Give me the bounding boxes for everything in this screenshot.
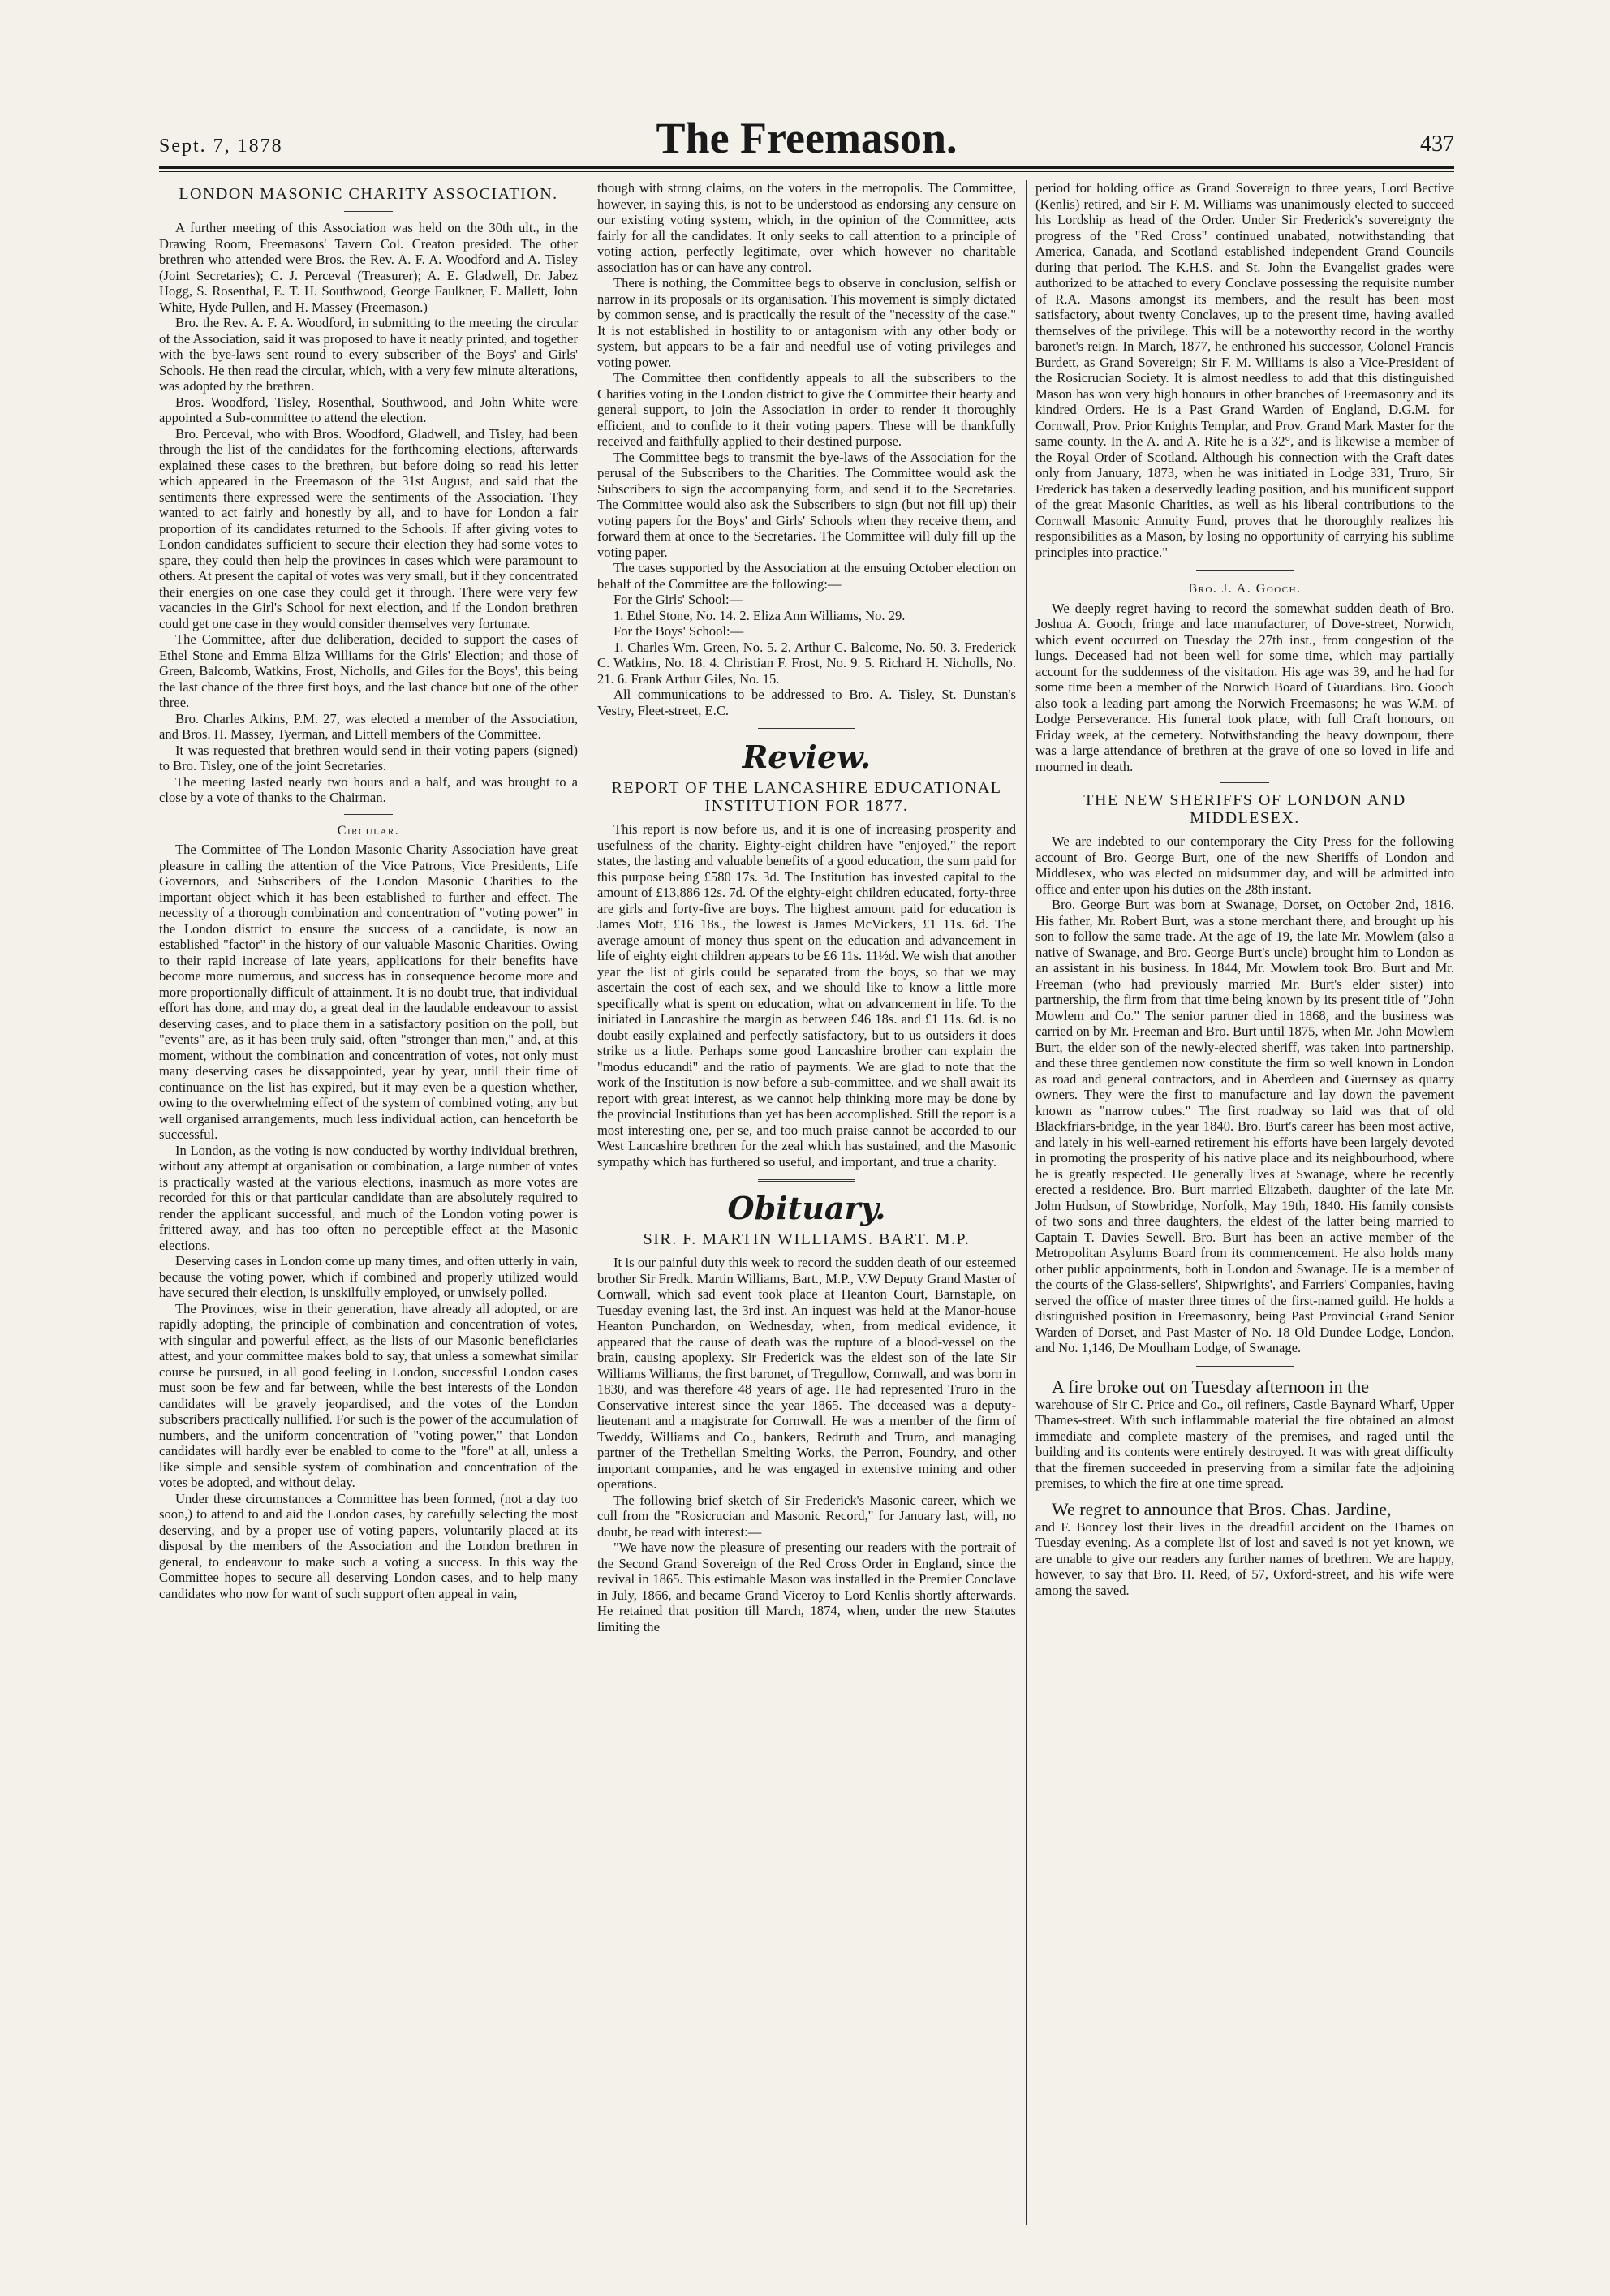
paragraph: The Committee, after due deliberation, decided to support the cases of Ethel Stone and Emma Eliza Williams for the Girls' Election; and those of Green, Balcomb, Watkins, Frost, Nicholls, and Giles for the Boys', this being the last chance of the three first boys, and the last chance but one of the other three. [159, 631, 578, 710]
obituary-heading: Obituary. [727, 1190, 886, 1226]
article-heading-gooch: Bro. J. A. Gooch. [1188, 582, 1302, 596]
paragraph: We deeply regret having to record the somewhat sudden death of Bro. Joshua A. Gooch, fringe and lace manufacturer, of Dove-street, Norwich, which event occurred on Tuesday the 27th inst., from congestion of the lungs. Deceased had not been well for some time, which may partially account for the suddenness of the visitation. His age was 39, and he had for some time been a member of the Norwich Board of Guardians. Bro. Gooch also took a leading part among the Norwich Freemasons; he was W.M. of Lodge Perseverance. His funeral took place, with full Craft honours, on Friday week, at the cemetery. Notwithstanding the heavy downpour, there was a large attendance of brethren at the grave of one so loved in life and mourned in death. [1035, 600, 1454, 774]
paragraph: For the Boys' School:— [613, 623, 744, 639]
column-3 [1035, 180, 1454, 2225]
section-rule [1196, 570, 1294, 571]
section-rule [758, 728, 855, 730]
paragraph: There is nothing, the Committee begs to observe in conclusion, selfish or narrow in its proposals or its organisation. This movement is simply dictated by common sense, and is practically the result of the "necessity of the case." It is not established in hostility to or antagonism with any other body or system, but appears to be a fair and needful use of voting privileges and voting power. [597, 275, 1016, 370]
section-rule [1196, 1366, 1294, 1368]
paragraph: Under these circumstances a Committee has been formed, (not a day too soon,) to attend to and aid the London cases, by carefully selecting the most deserving, and by a proper use of voting papers, voluntarily placed at its disposal by the members of the Association and the London brethren in general, to endeavour to make such a voting a success. In this way the Committee hopes to secure all deserving London cases, and to help many candidates who now for want of such support often appeal in vain, [159, 1490, 578, 1601]
masthead [159, 114, 1454, 162]
section-rule [1220, 782, 1269, 783]
section-rule [344, 211, 393, 212]
paragraph: The Committee begs to transmit the bye-laws of the Association for the perusal of the Subscribers to the Charities. The Committee would ask the Subscribers to sign the accompanying form, and send it to the Secretaries. The Committee would also ask the Subscribers to sign (but not fill up) their voting papers for the Boys' and Girls' Schools when they receive them, and forward them at once to the Secretaries. The Committee will duly fill up the voting paper. [597, 449, 1016, 560]
issue-date: Sept. 7, 1878 [159, 136, 283, 157]
paragraph: Bro. George Burt was born at Swanage, Dorset, on October 2nd, 1816. His father, Mr. Robert Burt, was a stone merchant there, and brought up his son to follow the same trade. At the age of 19, the late Mr. Mowlem (also a native of Swanage, and Bro. George Burt's uncle) brought him to London as an assistant in his business. In 1844, Mr. Mowlem took Bro. Burt and Mr. Freeman (who had previously married Mr. Burt's elder sister) into partnership, the firm from that time being known by its present title of "John Mowlem and Co." The senior partner died in 1868, and the business was carried on by Mr. Freeman and Bro. Burt until 1875, when Mr. John Mowlem Burt, the elder son of the newly-elected sheriff, was taken into partnership, and these three gentlemen now constitute the firm so well known in London as road and general contractors, and in Aberdeen and Guernsey as quarry owners. They were the first to manufacture and lay down the pavement known as "narrow cubes." The first roadway so laid was that of old Blackfriars-bridge, in the year 1840. Bro. Burt's career has been most active, and lately in his well-earned retirement his efforts have been largely devoted in promoting the prosperity of his native place and its neighbourhood, where he is greatly respected. He generally lives at Swanage, where he recently erected a residence. Bro. Burt married Elizabeth, daughter of the late Mr. John Hudson, of Stowbridge, Norfolk, May 19th, 1840. His family consists of two sons and three daughters, the eldest of the latter being married to Captain T. Davies Sewell. Bro. Burt has been an active member of the Metropolitan Asylums Board from its commencement. He also holds many other public appointments, both in London and Swanage. He is a member of the courts of the Glass-sellers', Shipwrights', and Farriers' Companies, having served the office of master three times of the first-named guild. He holds a distinguished position in Freemasonry, being Past Provincial Grand Senior Warden of Dorset, and Past Master of No. 18 Old Dundee Lodge, London, and No. 1,146, De Moulham Lodge, of Swanage. [1035, 897, 1454, 1355]
paragraph: All communications to be addressed to Bro. A. Tisley, St. Dunstan's Vestry, Fleet-street, E.C. [597, 687, 1016, 718]
circular-heading: Circular. [337, 823, 400, 838]
column-1 [159, 180, 578, 2225]
newspaper-title: The Freemason. [656, 114, 958, 162]
paragraph: A further meeting of this Association was held on the 30th ult., in the Drawing Room, Freemasons' Tavern Col. Creaton presided. The other brethren who attended were Bros. the Rev. A. F. A. Woodford and A. Tisley (Joint Secretaries); C. J. Perceval (Treasurer); A. E. Gladwell, Dr. Jabez Hogg, S. Rosenthal, E. T. H. Southwood, George Faulkner, E. Mallett, John White, Hyde Pullen, and H. Massey (Freemason.) [159, 220, 578, 315]
paragraph: We are indebted to our contemporary the City Press for the following account of Bro. George Burt, one of the new Sheriffs of London and Middlesex, who was elected on midsummer day, and will be admitted into office and enter upon his duties on the 28th instant. [1035, 834, 1454, 897]
paragraph: though with strong claims, on the voters in the metropolis. The Committee, however, in saying this, is not to be understood as endorsing any censure on our existing voting system, which, in the opinion of the Committee, acts fairly for all the candidates. It only seeks to call attention to a principle of voting action, perfectly legitimate, over which however no charitable association has or can have any control. [597, 180, 1016, 275]
paragraph: warehouse of Sir C. Price and Co., oil refiners, Castle Baynard Wharf, Upper Thames-street. With such inflammable material the fire obtained an almost immediate and complete mastery of the premises, and raged until the building and its contents were entirely destroyed. It was with great difficulty that the firemen succeeded in preserving from a similar fate the adjoining premises, to which the fire at one time spread. [1035, 1396, 1454, 1491]
page-number: 437 [1420, 131, 1454, 157]
paragraph: The Committee then confidently appeals to all the subscribers to the Charities voting in the London district to give the Committee their hearty and general support, to join the Association in order to render it thoroughly efficient, and to confide to it their voting papers. These will be thankfully received and faithfully applied to their destined purpose. [597, 370, 1016, 449]
paragraph: The Provinces, wise in their generation, have already all adopted, or are rapidly adopting, the principle of combination and concentration of votes, with singular and powerful effect, as the lists of our Masonic beneficiaries attest, and your committee makes bold to say, that unless a somewhat similar course be pursued, in all good feeling in London, successful London cases must soon be few and far between, while the best interests of the London candidates will be gravely jeopardised, and the votes of the London subscribers practically nullified. For such is the power of the accumulation of numbers, and the uniform concentration of "voting power," that London candidates will hardly ever be enabled to come to the "fore" at all, unless a like simple and sensible system of combination and concentration of the votes be adopted, and without delay. [159, 1300, 578, 1490]
article-heading-sir-williams: SIR. F. MARTIN WILLIAMS. BART. M.P. [643, 1230, 971, 1248]
paragraph: Bro. the Rev. A. F. A. Woodford, in submitting to the meeting the circular of the Association, said it was proposed to have it neatly printed, and together with the bye-laws sent round to every subscriber of the Boys' and Girls' Schools. He then read the circular, which, with a very few minute alterations, was adopted by the brethren. [159, 315, 578, 394]
paragraph: 1. Charles Wm. Green, No. 5. 2. Arthur C. Balcome, No. 50. 3. Frederick C. Watkins, No. 18. 4. Christian F. Frost, No. 9. 5. Richard H. Nicholls, No. 21. 6. Frank Arthur Giles, No. 15. [597, 639, 1016, 687]
paragraph: period for holding office as Grand Sovereign to three years, Lord Bective (Kenlis) retired, and Sir F. M. Williams was unanimously elected to succeed his Lordship as head of the Order. Under Sir Frederick's sovereignty the progress of the "Red Cross" continued unabated, notwithstanding that America, Canada, and Scotland established independent Grand Councils during that period. The K.H.S. and St. John the Evangelist grades were authorized to be attached to every Conclave possessing the requisite number of R.A. Masons amongst its members, and the result has been most satisfactory, about twenty Conclaves, up to the present time, having availed themselves of the privilege. This will be a noteworthy record in the worthy baronet's reign. In March, 1877, he enthroned his successor, Colonel Francis Burdett, as Grand Sovereign; Sir F. M. Williams is also a Vice-President of the Rosicrucian Society. It is almost needless to add that this distinguished Mason has won very high honours in other branches of Freemasonry and its kindred Orders. He is a Past Grand Warden of England, D.G.M. for Cornwall, Prov. Prior Knights Templar, and Prov. Grand Mark Master for the same county. In the A. and A. Rite he is a 32°, and is likewise a member of the Royal Order of Scotland. Although his connection with the Craft dates only from January, 1873, when he was initiated in Lodge 331, Truro, Sir Frederick has taken a deservedly leading position, and his munificent support of the great Masonic Charities, as well as his liberal contributions to the Cornwall Masonic Annuity Fund, proves that he thoroughly realizes his responsibilities as a Mason, by losing no opportunity of carrying his sublime principles into practice." [1035, 180, 1454, 560]
paragraph: The Committee of The London Masonic Charity Association have great pleasure in calling the attention of the Vice Patrons, Vice Presidents, Life Governors, and Subscribers of the London Masonic Charities to the important object which it has been established to further and effect. The necessity of a thorough combination and concentration of "voting power" in the London district to ensure the success of a candidate, is now an established "factor" in the history of our valuable Masonic Charities. Owing to their rapid increase of late years, applications for their benefits have become more numerous, and success has in consequence become more and more proportionally difficult of attainment. It is no doubt true, that individual effort has done, and may do, a great deal in the laudable endeavour to assist deserving cases, and to place them in a satisfactory position on the poll, but "events" are, as it has been truly said, often "stronger than men," and, at this moment, without the combination and concentration of votes, not only must many deserving cases be dissappointed, year by year, until their time of continuance on the list has expired, but it may even be a question whether, owing to the overwhelming effect of the system of combined voting, any but well organised arrangements, much less individual action, can henceforth be successful. [159, 842, 578, 1142]
review-heading: Review. [742, 739, 872, 775]
paragraph: Bro. Perceval, who with Bros. Woodford, Gladwell, and Tisley, had been through the list of the candidates for the forthcoming elections, afterwards explained these cases to the brethren, but before doing so read his letter which appeared in the Freemason of the 31st August, and said that the sentiments there expressed were the sentiments of the Association. They wanted to act fairly and honestly by all, and to have for London a fair proportion of its candidates returned to the Schools. If after giving votes to London candidates sufficient to secure their election they had some votes to spare, they could then help the provinces in cases which were paramount to others. At present the capital of votes was very small, but if they concentrated their energies on one case they could get it through. There were very few vacancies in the Girl's School for next election, and if the London brethren could get one case in they would consider themselves very fortunate. [159, 425, 578, 631]
article-heading-lancashire-report: REPORT OF THE LANCASHIRE EDUCATIONAL INSTITUTION FOR 1877. [611, 779, 1002, 815]
paragraph: "We have now the pleasure of presenting our readers with the portrait of the Second Grand Sovereign of the Red Cross Order in England, since the revival in 1865. This estimable Mason was installed in the Premier Conclave in July, 1866, and became Grand Viceroy to Lord Kenlis shortly afterwards. He retained that position till March, 1874, when, under the new Statutes limiting the [597, 1540, 1016, 1635]
paragraph: This report is now before us, and it is one of increasing prosperity and usefulness of the charity. Eighty-eight children have "enjoyed," the report states, the lasting and valuable benefits of a good education, the sum paid for this purpose being £580 17s. 3d. The Institution has invested capital to the amount of £13,886 12s. 7d. Of the eighty-eight children educated, forty-three are girls and forty-five are boys. The highest amount paid for education is James Mott, £16 18s., the lowest is James McVickers, £1 11s. 6d. The average amount of money thus spent on the education and advancement in life of eighty eight children appears to be £6 11s. 11½d. We wish that another year the list of girls could be separated from the boys, so that we may ascertain the cost of each sex, and we should like to know a little more specifically what is spent on education, what on advancement in life. To the initiated in Lancashire the margin as between £46 18s. and £1 11s. 6d. is no doubt easily explained and perfectly satisfactory, but to us outsiders it does strike us a little. Perhaps some good Lancashire brother can explain the "modus educandi" and the ratio of payments. We are glad to note that the work of the Institution is now before a sub-committee, and we shall await its report with great interest, as we cannot help thinking more may be done by the provincial Institutions than yet has been accomplished. Still the report is a most interesting one, per se, and too much praise cannot be accorded to our West Lancashire brethren for the zeal which has sustained, and the Masonic sympathy which has furthered so useful, and important, and true a charity. [597, 821, 1016, 1170]
paragraph: The meeting lasted nearly two hours and a half, and was brought to a close by a vote of thanks to the Chairman. [159, 773, 578, 805]
masthead-rule-thick [159, 166, 1454, 169]
section-rule [758, 1179, 855, 1182]
paragraph: Deserving cases in London come up many times, and often utterly in vain, because the voting power, which if combined and properly utilized would have secured their election, is unskilfully employed, or unwisely polled. [159, 1253, 578, 1300]
article-heading-charity-association: LONDON MASONIC CHARITY ASSOCIATION. [179, 185, 558, 203]
paragraph: Bro. Charles Atkins, P.M. 27, was elected a member of the Association, and Bros. H. Massey, Tyerman, and Littell members of the Committee. [159, 710, 578, 742]
paragraph: and F. Boncey lost their lives in the dreadful accident on the Thames on Tuesday evening. As a complete list of lost and saved is not yet known, we are unable to give our readers any further names of brethren. We are happy, however, to say that Bro. H. Reed, of 57, Oxford-street, and his wife were among the saved. [1035, 1518, 1454, 1598]
section-rule [344, 814, 393, 815]
masthead-rule-thin [159, 171, 1454, 172]
paragraph: It was requested that brethren would send in their voting papers (signed) to Bro. Tisley, one of the joint Secretaries. [159, 742, 578, 773]
column-2 [597, 180, 1016, 2225]
paragraph: Bros. Woodford, Tisley, Rosenthal, Southwood, and John White were appointed a Sub-committee to attend the election. [159, 394, 578, 425]
paragraph: It is our painful duty this week to record the sudden death of our esteemed brother Sir Fredk. Martin Williams, Bart., M.P., V.W Deputy Grand Master of Cornwall, which sad event took place at Heanton Court, Barnstaple, on Tuesday evening last, the 3rd inst. An inquest was held at the Manor-house Heanton Punchardon, on Wednesday, when, from medical evidence, it appeared that the cause of death was the rupture of a blood-vessel on the brain, causing apoplexy. Sir Frederick was the eldest son of the late Sir Williams Williams, the first baronet, of Tregullow, Cornwall, and was born in 1830, and was therefore 48 years of age. He had represented Truro in the Conservative interest since the year 1865. The deceased was a deputy-lieutenant and a magistrate for Cornwall. He was a member of the firm of Tweddy, Williams and Co., bankers, Redruth and Truro, and managing partner of the Trethellan Smelting Works, the Perron, Foundry, and other important companies, and he was engaged in extensive mining and other operations. [597, 1255, 1016, 1492]
paragraph: The following brief sketch of Sir Frederick's Masonic career, which we cull from the "Rosicrucian and Masonic Record," for January last, will, no doubt, be read with interest:— [597, 1492, 1016, 1540]
paragraph: 1. Ethel Stone, No. 14. 2. Eliza Ann Williams, No. 29. [613, 607, 906, 623]
regret-lede: We regret to announce that Bros. Chas. Jardine, [1052, 1498, 1392, 1519]
paragraph: For the Girls' School:— [613, 592, 743, 607]
fire-lede: A fire broke out on Tuesday afternoon in the [1052, 1376, 1370, 1397]
column-divider [1026, 180, 1027, 2225]
paragraph: The cases supported by the Association at the ensuing October election on behalf of the Committee are the following:— [597, 560, 1016, 592]
paragraph: In London, as the voting is now conducted by worthy individual brethren, without any attempt at organisation or combination, a large number of votes is practically wasted at the various elections, inasmuch as more votes are recorded for this or that particular candidate than are absolutely required to render the applicant successful, and much of the London voting power is frittered away, and has too often no perceptible effect at the Masonic elections. [159, 1142, 578, 1253]
article-heading-new-sheriffs: THE NEW SHERIFFS OF LONDON AND MIDDLESEX. [1083, 791, 1406, 827]
